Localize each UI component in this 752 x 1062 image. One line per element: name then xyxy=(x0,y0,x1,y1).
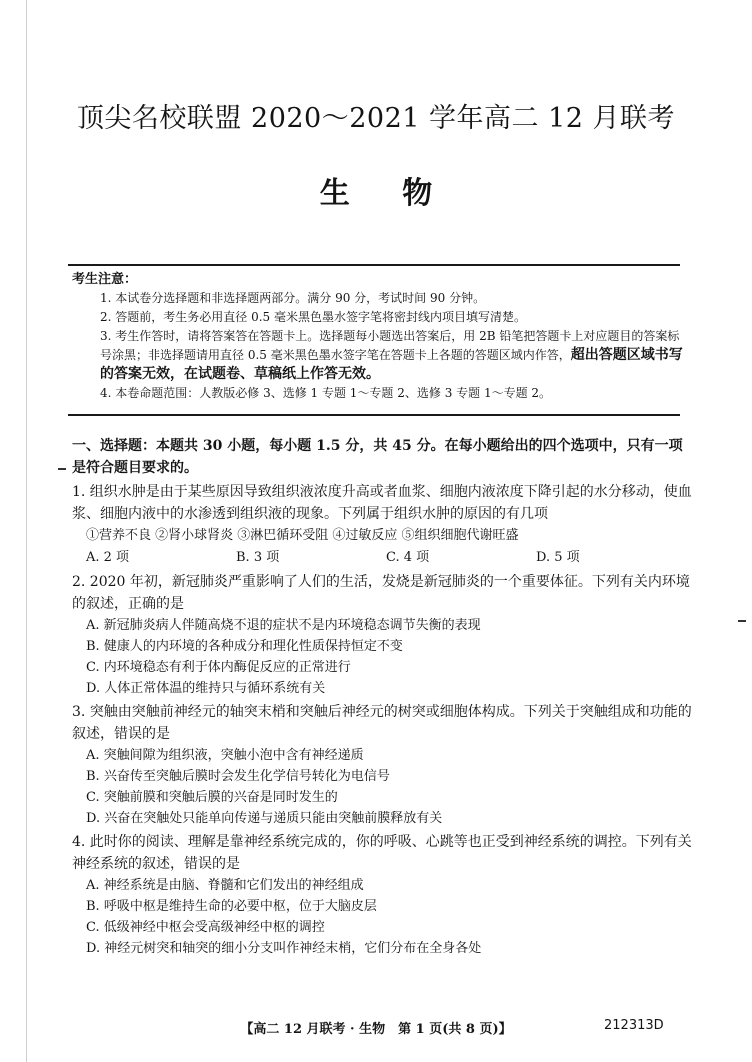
question-list: ①营养不良 ②肾小球肾炎 ③淋巴循环受阻 ④过敏反应 ⑤组织细胞代谢旺盛 xyxy=(86,528,519,543)
option-a: A. 神经系统是由脑、脊髓和它们发出的神经组成 xyxy=(86,878,364,893)
notice-top-rule xyxy=(68,264,680,266)
choice-c: C. 4 项 xyxy=(386,550,430,565)
option-c: C. 内环境稳态有利于体内酶促反应的正常进行 xyxy=(86,660,351,675)
question-stem: 2. 2020 年初，新冠肺炎严重影响了人们的生活，发烧是新冠肺炎的一个重要体征。下列有关内环境的叙述，正确的是 xyxy=(72,574,690,612)
notice-bottom-rule xyxy=(68,414,680,416)
question-4 xyxy=(72,831,692,959)
question-1 xyxy=(72,481,692,569)
notice-item-text: 3. 考生作答时，请将答案答在答题卡上。选择题每小题选出答案后，用 2B 铅笔把答题卡上对应题目的答案标号涂黑；非选择题请用直径 0.5 毫米黑色墨水签字笔在答题卡上各题的答题区域内作答， xyxy=(100,329,680,362)
option-a: A. 新冠肺炎病人伴随高烧不退的症状不是内环境稳态调节失衡的表现 xyxy=(86,618,481,633)
option-b: B. 兴奋传至突触后膜时会发生化学信号转化为电信号 xyxy=(86,769,390,784)
option-d: D. 神经元树突和轴突的细小分支叫作神经末梢，它们分布在全身各处 xyxy=(86,941,482,956)
notice-list xyxy=(100,289,685,403)
question-content xyxy=(72,435,692,959)
option-c: C. 突触前膜和突触后膜的兴奋是同时发生的 xyxy=(86,790,338,805)
option-d: D. 人体正常体温的维持只与循环系统有关 xyxy=(86,681,326,696)
scan-mark xyxy=(738,620,746,622)
page-footer: 【高二 12 月联考 · 生物 第 1 页(共 8 页)】 xyxy=(240,1022,512,1037)
choice-d: D. 5 项 xyxy=(536,550,580,565)
question-stem: 4. 此时你的阅读、理解是靠神经系统完成的，你的呼吸、心跳等也正受到神经系统的调控。下列有关神经系统的叙述，错误的是 xyxy=(72,834,692,872)
question-3 xyxy=(72,701,692,829)
option-a: A. 突触间隙为组织液，突触小泡中含有神经递质 xyxy=(86,748,364,763)
subject-title: 生 物 xyxy=(319,176,433,211)
question-stem: 1. 组织水肿是由于某些原因导致组织液浓度升高或者血浆、细胞内液浓度下降引起的水分移动，使血浆、细胞内液中的水渗透到组织液的现象。下列属于组织水肿的原因的有几项 xyxy=(72,484,692,522)
section-heading: 一、选择题：本题共 30 小题，每小题 1.5 分，共 45 分。在每小题给出的四个选项中，只有一项是符合题目要求的。 xyxy=(72,438,683,476)
question-stem: 3. 突触由突触前神经元的轴突末梢和突触后神经元的树突或细胞体构成。下列关于突触组成和功能的叙述，错误的是 xyxy=(72,704,692,742)
binding-margin-line xyxy=(26,0,27,1062)
notice-item: 2. 答题前，考生务必用直径 0.5 毫米黑色墨水签字笔将密封线内项目填写清楚。 xyxy=(100,310,526,324)
exam-code: 212313D xyxy=(604,1018,664,1033)
choice-b: B. 3 项 xyxy=(236,550,280,565)
option-c: C. 低级神经中枢会受高级神经中枢的调控 xyxy=(86,920,325,935)
notice-item xyxy=(100,327,685,384)
notice-emphasis: 超出答题区域书写的答案无效，在试题卷、草稿纸上作答无效。 xyxy=(100,347,683,382)
exam-title: 顶尖名校联盟 2020～2021 学年高二 12 月联考 xyxy=(76,103,676,134)
option-d: D. 兴奋在突触处只能单向传递与递质只能由突触前膜释放有关 xyxy=(86,811,443,826)
option-b: B. 呼吸中枢是维持生命的必要中枢，位于大脑皮层 xyxy=(86,899,377,914)
scan-mark xyxy=(58,468,66,470)
option-b: B. 健康人的内环境的各种成分和理化性质保持恒定不变 xyxy=(86,639,403,654)
choice-a: A. 2 项 xyxy=(86,550,130,565)
notice-item: 1. 本试卷分选择题和非选择题两部分。满分 90 分，考试时间 90 分钟。 xyxy=(100,291,486,305)
notice-heading: 考生注意： xyxy=(72,272,138,287)
choice-row xyxy=(72,547,692,569)
question-2 xyxy=(72,571,692,699)
notice-item: 4. 本卷命题范围：人教版必修 3、选修 1 专题 1～专题 2、选修 3 专题 1～专题 2。 xyxy=(100,386,552,400)
